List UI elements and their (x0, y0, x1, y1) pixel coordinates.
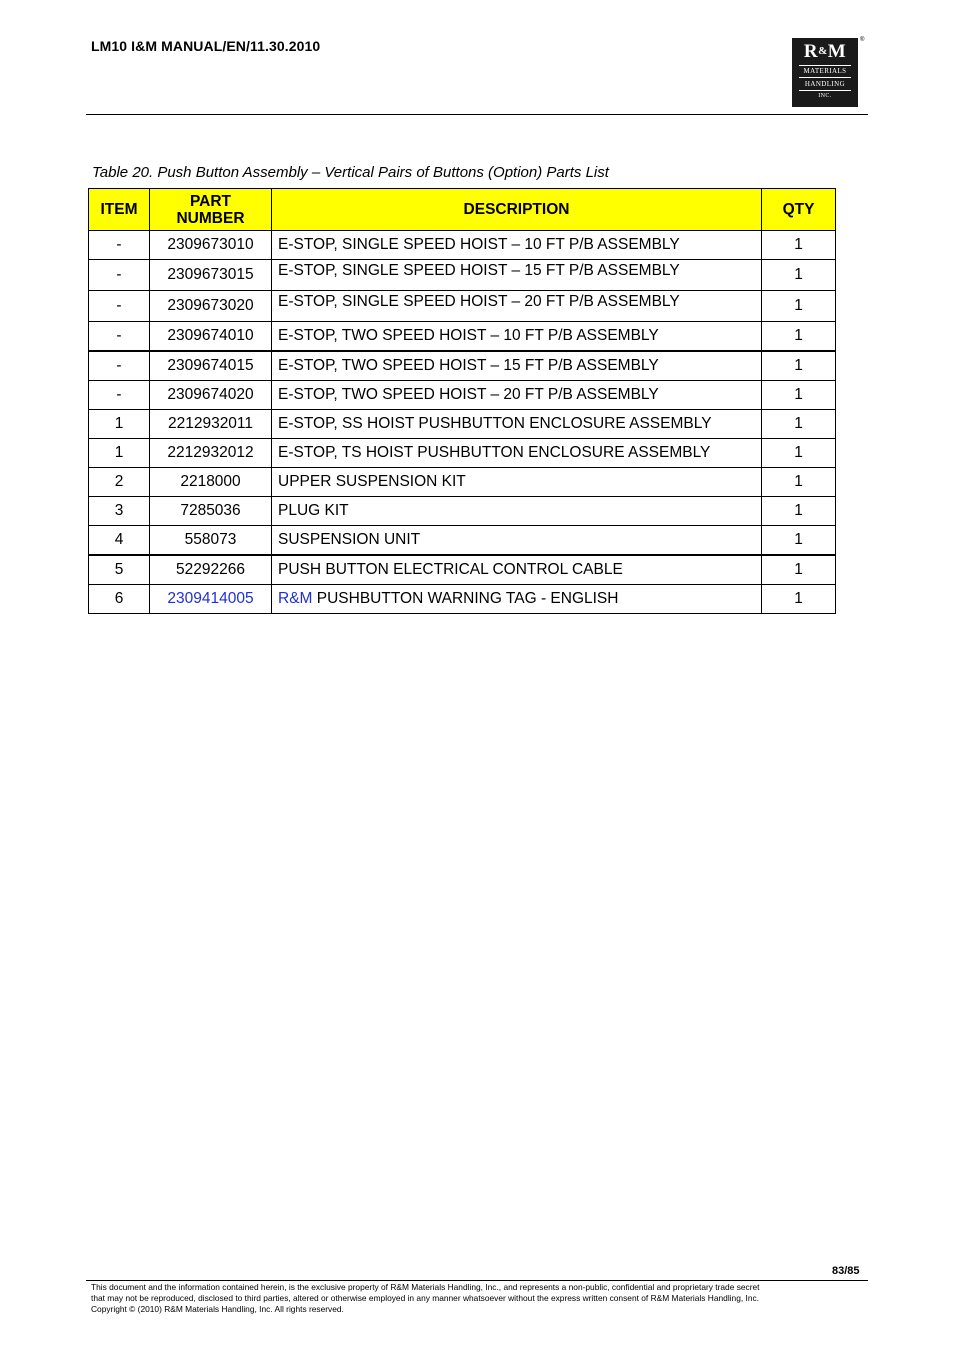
table-row (89, 468, 836, 497)
logo-line-handling: HANDLING (804, 80, 846, 88)
column-header-description: DESCRIPTION (272, 189, 762, 231)
logo-rule (799, 90, 851, 91)
part-number-cell: 2218000 (150, 468, 272, 497)
description-cell: E-STOP, SS HOIST PUSHBUTTON ENCLOSURE ASSEMBLY (272, 410, 762, 439)
footer-copyright: Copyright © (2010) R&M Materials Handling, Inc. All rights reserved. (91, 1304, 344, 1314)
document-id: LM10 I&M MANUAL/EN/11.30.2010 (91, 38, 321, 54)
item-cell: - (89, 322, 150, 352)
item-cell: 6 (89, 585, 150, 614)
qty-cell: 1 (762, 439, 836, 468)
logo-rule (799, 77, 851, 78)
logo-line-inc: INC. (818, 93, 832, 99)
description-cell: E-STOP, SINGLE SPEED HOIST – 20 FT P/B ASSEMBLY (272, 291, 762, 322)
table-row (89, 410, 836, 439)
item-cell: 2 (89, 468, 150, 497)
description-cell: E-STOP, TWO SPEED HOIST – 10 FT P/B ASSEMBLY (272, 322, 762, 352)
qty-cell: 1 (762, 381, 836, 410)
table-row (89, 439, 836, 468)
item-cell: - (89, 291, 150, 322)
qty-cell: 1 (762, 260, 836, 291)
part-number-cell: 7285036 (150, 497, 272, 526)
footer-disclaimer (91, 1282, 871, 1315)
item-cell: 1 (89, 410, 150, 439)
table-caption: Table 20. Push Button Assembly – Vertical Pairs of Buttons (Option) Parts List (92, 164, 609, 181)
table-row (89, 260, 836, 291)
part-number-cell: 2309673015 (150, 260, 272, 291)
table-row (89, 291, 836, 322)
description-cell: E-STOP, SINGLE SPEED HOIST – 10 FT P/B ASSEMBLY (272, 231, 762, 260)
item-cell: 1 (89, 439, 150, 468)
item-cell: 5 (89, 555, 150, 585)
company-logo (792, 38, 858, 107)
qty-cell: 1 (762, 291, 836, 322)
part-number-cell: 52292266 (150, 555, 272, 585)
table-row (89, 322, 836, 352)
qty-cell: 1 (762, 410, 836, 439)
qty-cell: 1 (762, 585, 836, 614)
table-row (89, 351, 836, 381)
logo-rule (799, 65, 851, 66)
qty-cell: 1 (762, 231, 836, 260)
footer-divider (86, 1280, 868, 1281)
table-row (89, 381, 836, 410)
registered-mark: ® (860, 37, 865, 43)
description-cell: R&M PUSHBUTTON WARNING TAG - ENGLISH (272, 585, 762, 614)
table-header-row (89, 189, 836, 231)
item-cell: - (89, 260, 150, 291)
column-header-qty: QTY (762, 189, 836, 231)
description-cell: UPPER SUSPENSION KIT (272, 468, 762, 497)
qty-cell: 1 (762, 497, 836, 526)
qty-cell: 1 (762, 322, 836, 352)
description-cell: SUSPENSION UNIT (272, 526, 762, 556)
item-cell: - (89, 381, 150, 410)
description-cell: E-STOP, TS HOIST PUSHBUTTON ENCLOSURE ASSEMBLY (272, 439, 762, 468)
qty-cell: 1 (762, 351, 836, 381)
item-cell: - (89, 351, 150, 381)
description-cell: PLUG KIT (272, 497, 762, 526)
footer-line: that may not be reproduced, disclosed to third parties, altered or otherwise employed in any manner whatsoever without the express written consent of R&M Materials Handling, Inc. (91, 1293, 760, 1303)
footer-line: This document and the information contained herein, is the exclusive property of R&M Materials Handling, Inc., and represents a non-public, confidential and proprietary trade secret (91, 1282, 760, 1292)
logo-line-materials: MATERIALS (803, 67, 847, 75)
part-number-cell: 2309674010 (150, 322, 272, 352)
rm-link[interactable]: R&M (278, 590, 313, 607)
header-divider (86, 114, 868, 115)
table-row (89, 585, 836, 614)
part-number-link[interactable]: 2309414005 (150, 585, 272, 614)
part-number-cell: 2309673020 (150, 291, 272, 322)
item-cell: - (89, 231, 150, 260)
table-row (89, 231, 836, 260)
description-cell: PUSH BUTTON ELECTRICAL CONTROL CABLE (272, 555, 762, 585)
description-cell: E-STOP, TWO SPEED HOIST – 15 FT P/B ASSEMBLY (272, 351, 762, 381)
qty-cell: 1 (762, 468, 836, 497)
table-row (89, 526, 836, 556)
parts-table (88, 188, 836, 614)
part-number-cell: 2212932012 (150, 439, 272, 468)
logo-monogram: R&M (803, 41, 847, 62)
part-number-cell: 558073 (150, 526, 272, 556)
column-header-item: ITEM (89, 189, 150, 231)
table-row (89, 497, 836, 526)
part-number-cell: 2309674015 (150, 351, 272, 381)
description-cell: E-STOP, TWO SPEED HOIST – 20 FT P/B ASSEMBLY (272, 381, 762, 410)
qty-cell: 1 (762, 526, 836, 556)
table-row (89, 555, 836, 585)
description-cell: E-STOP, SINGLE SPEED HOIST – 15 FT P/B ASSEMBLY (272, 260, 762, 291)
item-cell: 4 (89, 526, 150, 556)
part-number-cell: 2309673010 (150, 231, 272, 260)
item-cell: 3 (89, 497, 150, 526)
qty-cell: 1 (762, 555, 836, 585)
page-number: 83/85 (832, 1265, 860, 1277)
part-number-cell: 2309674020 (150, 381, 272, 410)
column-header-part-number: PART NUMBER (150, 189, 272, 231)
part-number-cell: 2212932011 (150, 410, 272, 439)
